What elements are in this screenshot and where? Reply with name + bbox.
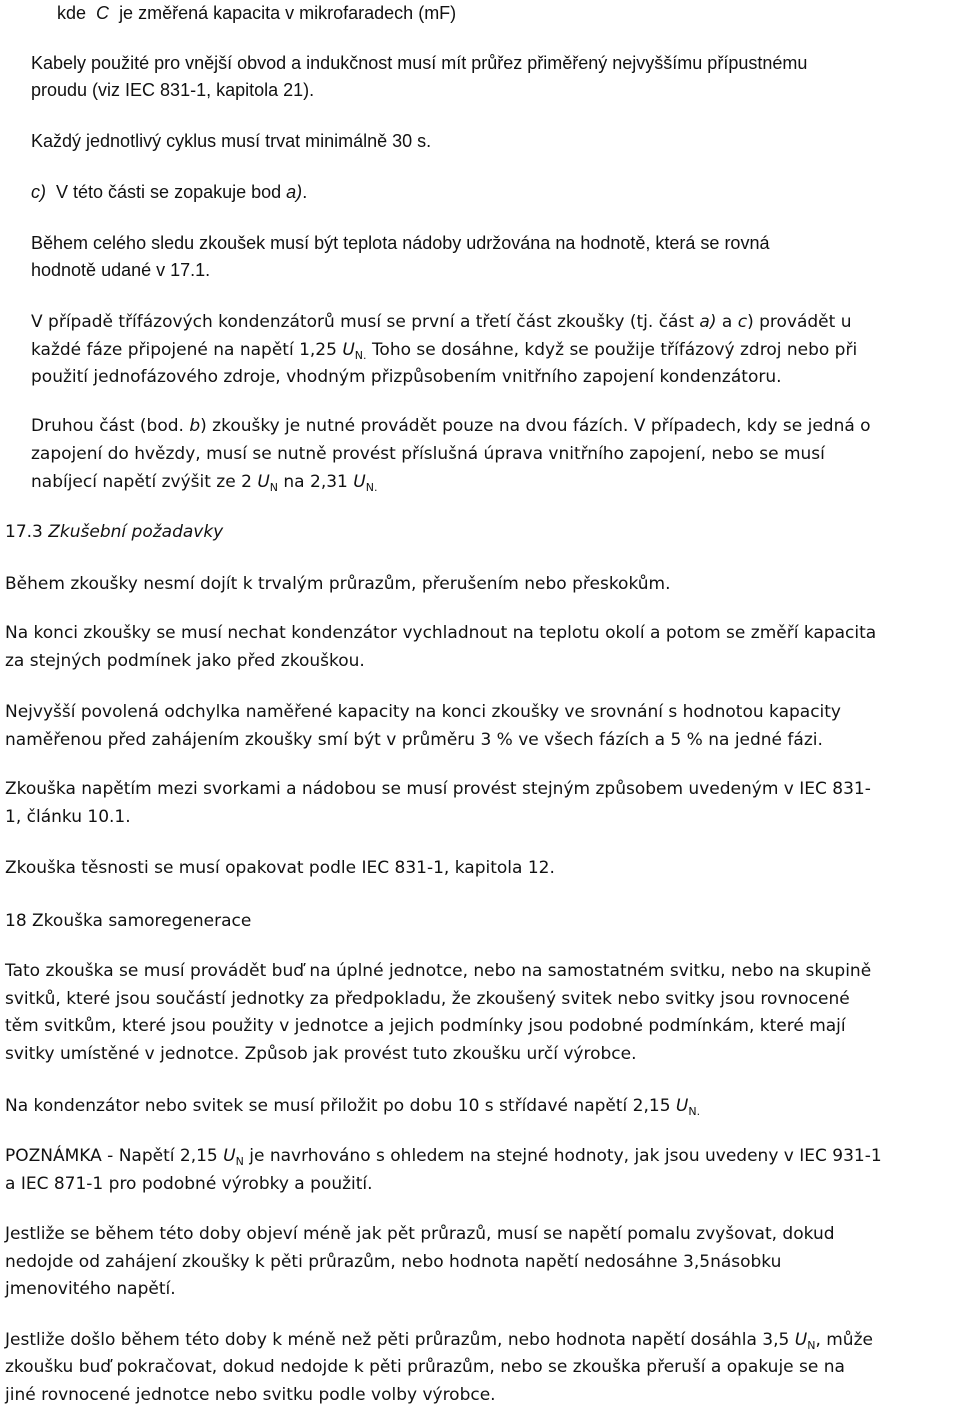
temp-line-1: Během celého sledu zkoušek musí být teplota nádoby udržována na hodnotě, která se rovná	[31, 233, 770, 253]
note-l1-rest: je navrhováno s ohledem na stejné hodnoty, jak jsou uvedeny v IEC 931-1	[249, 1146, 882, 1166]
second-line-1	[31, 413, 871, 440]
section-17-3-number: 17.3	[5, 522, 43, 542]
lessthan-line-2: zkoušku buď pokračovat, dokud nedojde k pěti průrazům, nebo se zkouška přeruší a opakuje se na	[5, 1357, 845, 1377]
threephase-l1-end: ) provádět u	[747, 312, 852, 332]
second-n-sub-1: N	[269, 481, 278, 494]
threephase-line-3: použití jednofázového zdroje, vhodným přizpůsobením vnitřního zapojení kondenzátoru.	[31, 367, 782, 387]
second-l1-rest: ) zkoušky je nutné provádět pouze na dvou fázích. V případech, kdy se jedná o	[200, 416, 871, 436]
fewer-line-1: Jestliže se během této doby objeví méně jak pět průrazů, musí se napětí pomalu zvyšovat, dokud	[5, 1224, 835, 1244]
section-17-3-heading	[5, 519, 223, 546]
section-17-3-title: Zkušební požadavky	[48, 522, 224, 542]
threephase-ref-c: c	[737, 312, 748, 332]
selfheal-line-4: svitky umístěné v jednotce. Způsob jak provést tuto zkoušku určí výrobce.	[5, 1044, 637, 1064]
lessthan-l1-text: Jestliže došlo během této doby k méně než pěti průrazům, nebo hodnota napětí dosáhla 3,5	[5, 1330, 790, 1350]
cables-line-2: proudu (viz IEC 831-1, kapitola 21).	[31, 80, 315, 100]
lessthan-l1-rest: , může	[815, 1330, 873, 1350]
second-u-var-2: U	[353, 472, 366, 492]
threephase-l2-rest: Toho se dosáhne, když se použije třífázový zdroj nebo při	[371, 340, 858, 360]
lessthan-line-3: jiné rovnocené jednotce nebo svitku podle volby výrobce.	[5, 1385, 496, 1405]
threephase-line-1	[31, 309, 851, 336]
cooldown-line-2: za stejných podmínek jako před zkouškou.	[5, 651, 365, 671]
second-l3-mid: na 2,31	[283, 472, 348, 492]
fewer-line-3: jmenovitého napětí.	[5, 1279, 176, 1299]
part-c-text: V této části se zopakuje bod	[56, 182, 282, 202]
intro-c-var: C	[96, 3, 110, 23]
cooldown-line-1: Na konci zkoušky se musí nechat kondenzátor vychladnout na teplotu okolí a potom se změří kapacita	[5, 623, 877, 643]
note-u-var: U	[223, 1146, 236, 1166]
second-n-sub-2: N.	[365, 481, 378, 494]
part-c-label: c)	[31, 182, 46, 202]
threephase-u-var: U	[342, 340, 355, 360]
threephase-l2-text: každé fáze připojené na napětí 1,25	[31, 340, 337, 360]
part-c-ref: a)	[286, 182, 303, 202]
lessthan-u-var: U	[794, 1330, 808, 1350]
terminals-line-2: 1, článku 10.1.	[5, 807, 131, 827]
terminals-line-1: Zkouška napětím mezi svorkami a nádobou se musí provést stejným způsobem uvedeným v IEC 831-	[5, 779, 871, 799]
second-u-var-1: U	[257, 472, 270, 492]
threephase-ref-a: a)	[699, 312, 717, 332]
note-l1-text: POZNÁMKA - Napětí 2,15	[5, 1146, 218, 1166]
apply-paragraph	[5, 1093, 700, 1125]
second-l1-text: Druhou část (bod.	[31, 416, 184, 436]
threephase-l1-text: V případě třífázových kondenzátorů musí se první a třetí část zkoušky (tj. část	[31, 312, 694, 332]
note-n-sub: N	[235, 1155, 244, 1168]
part-c-line	[31, 179, 307, 206]
cycle-paragraph: Každý jednotlivý cyklus musí trvat minimálně 30 s.	[31, 131, 432, 151]
fewer-line-2: nedojde od zahájení zkoušky k pěti průrazům, nebo hodnota napětí nedosáhne 3,5násobku	[5, 1252, 782, 1272]
second-l3-text: nabíjecí napětí zvýšit ze 2	[31, 472, 252, 492]
apply-text: Na kondenzátor nebo svitek se musí přiložit po dobu 10 s střídavé napětí 2,15	[5, 1096, 671, 1116]
part-c-end: .	[302, 182, 308, 202]
tightness-paragraph: Zkouška těsnosti se musí opakovat podle IEC 831-1, kapitola 12.	[5, 858, 555, 878]
breakdown-paragraph: Během zkoušky nesmí dojít k trvalým průrazům, přerušením nebo přeskokům.	[5, 574, 671, 594]
second-ref-b: b	[189, 416, 201, 436]
selfheal-line-1: Tato zkouška se musí provádět buď na úplné jednotce, nebo na samostatném svitku, nebo na skupině	[5, 961, 872, 981]
section-18-heading: 18 Zkouška samoregenerace	[5, 911, 252, 931]
apply-n-sub: N.	[688, 1105, 701, 1118]
threephase-l1-mid: a	[721, 312, 733, 332]
second-line-3	[31, 469, 377, 501]
deviation-line-2: naměřenou před zahájením zkoušky smí být v průměru 3 % ve všech fázích a 5 % na jedné fázi.	[5, 730, 823, 750]
apply-u-var: U	[675, 1096, 689, 1116]
selfheal-line-3: těm svitkům, které jsou použity v jednotce a jejich podmínky jsou podobné podmínkám, které mají	[5, 1016, 846, 1036]
selfheal-line-2: svitků, které jsou součástí jednotky za předpokladu, že zkoušený svitek nebo svitky jsou rovnocené	[5, 989, 850, 1009]
note-line-2: a IEC 871-1 pro podobné výrobky a použití.	[5, 1174, 373, 1194]
threephase-n-sub: N.	[354, 349, 367, 362]
cables-line-1: Kabely použité pro vnější obvod a indukčnost musí mít průřez přiměřený nejvyššímu přípustnému	[31, 53, 808, 73]
deviation-line-1: Nejvyšší povolená odchylka naměřené kapacity na konci zkoušky ve srovnání s hodnotou kapacity	[5, 702, 841, 722]
intro-kde: kde	[57, 3, 87, 23]
intro-line	[57, 0, 456, 27]
lessthan-n-sub: N	[807, 1339, 816, 1352]
temp-line-2: hodnotě udané v 17.1.	[31, 260, 211, 280]
second-line-2: zapojení do hvězdy, musí se nutně provést příslušná úprava vnitřního zapojení, nebo se musí	[31, 444, 825, 464]
intro-je: je změřená kapacita v mikrofaradech (mF)	[119, 3, 457, 23]
